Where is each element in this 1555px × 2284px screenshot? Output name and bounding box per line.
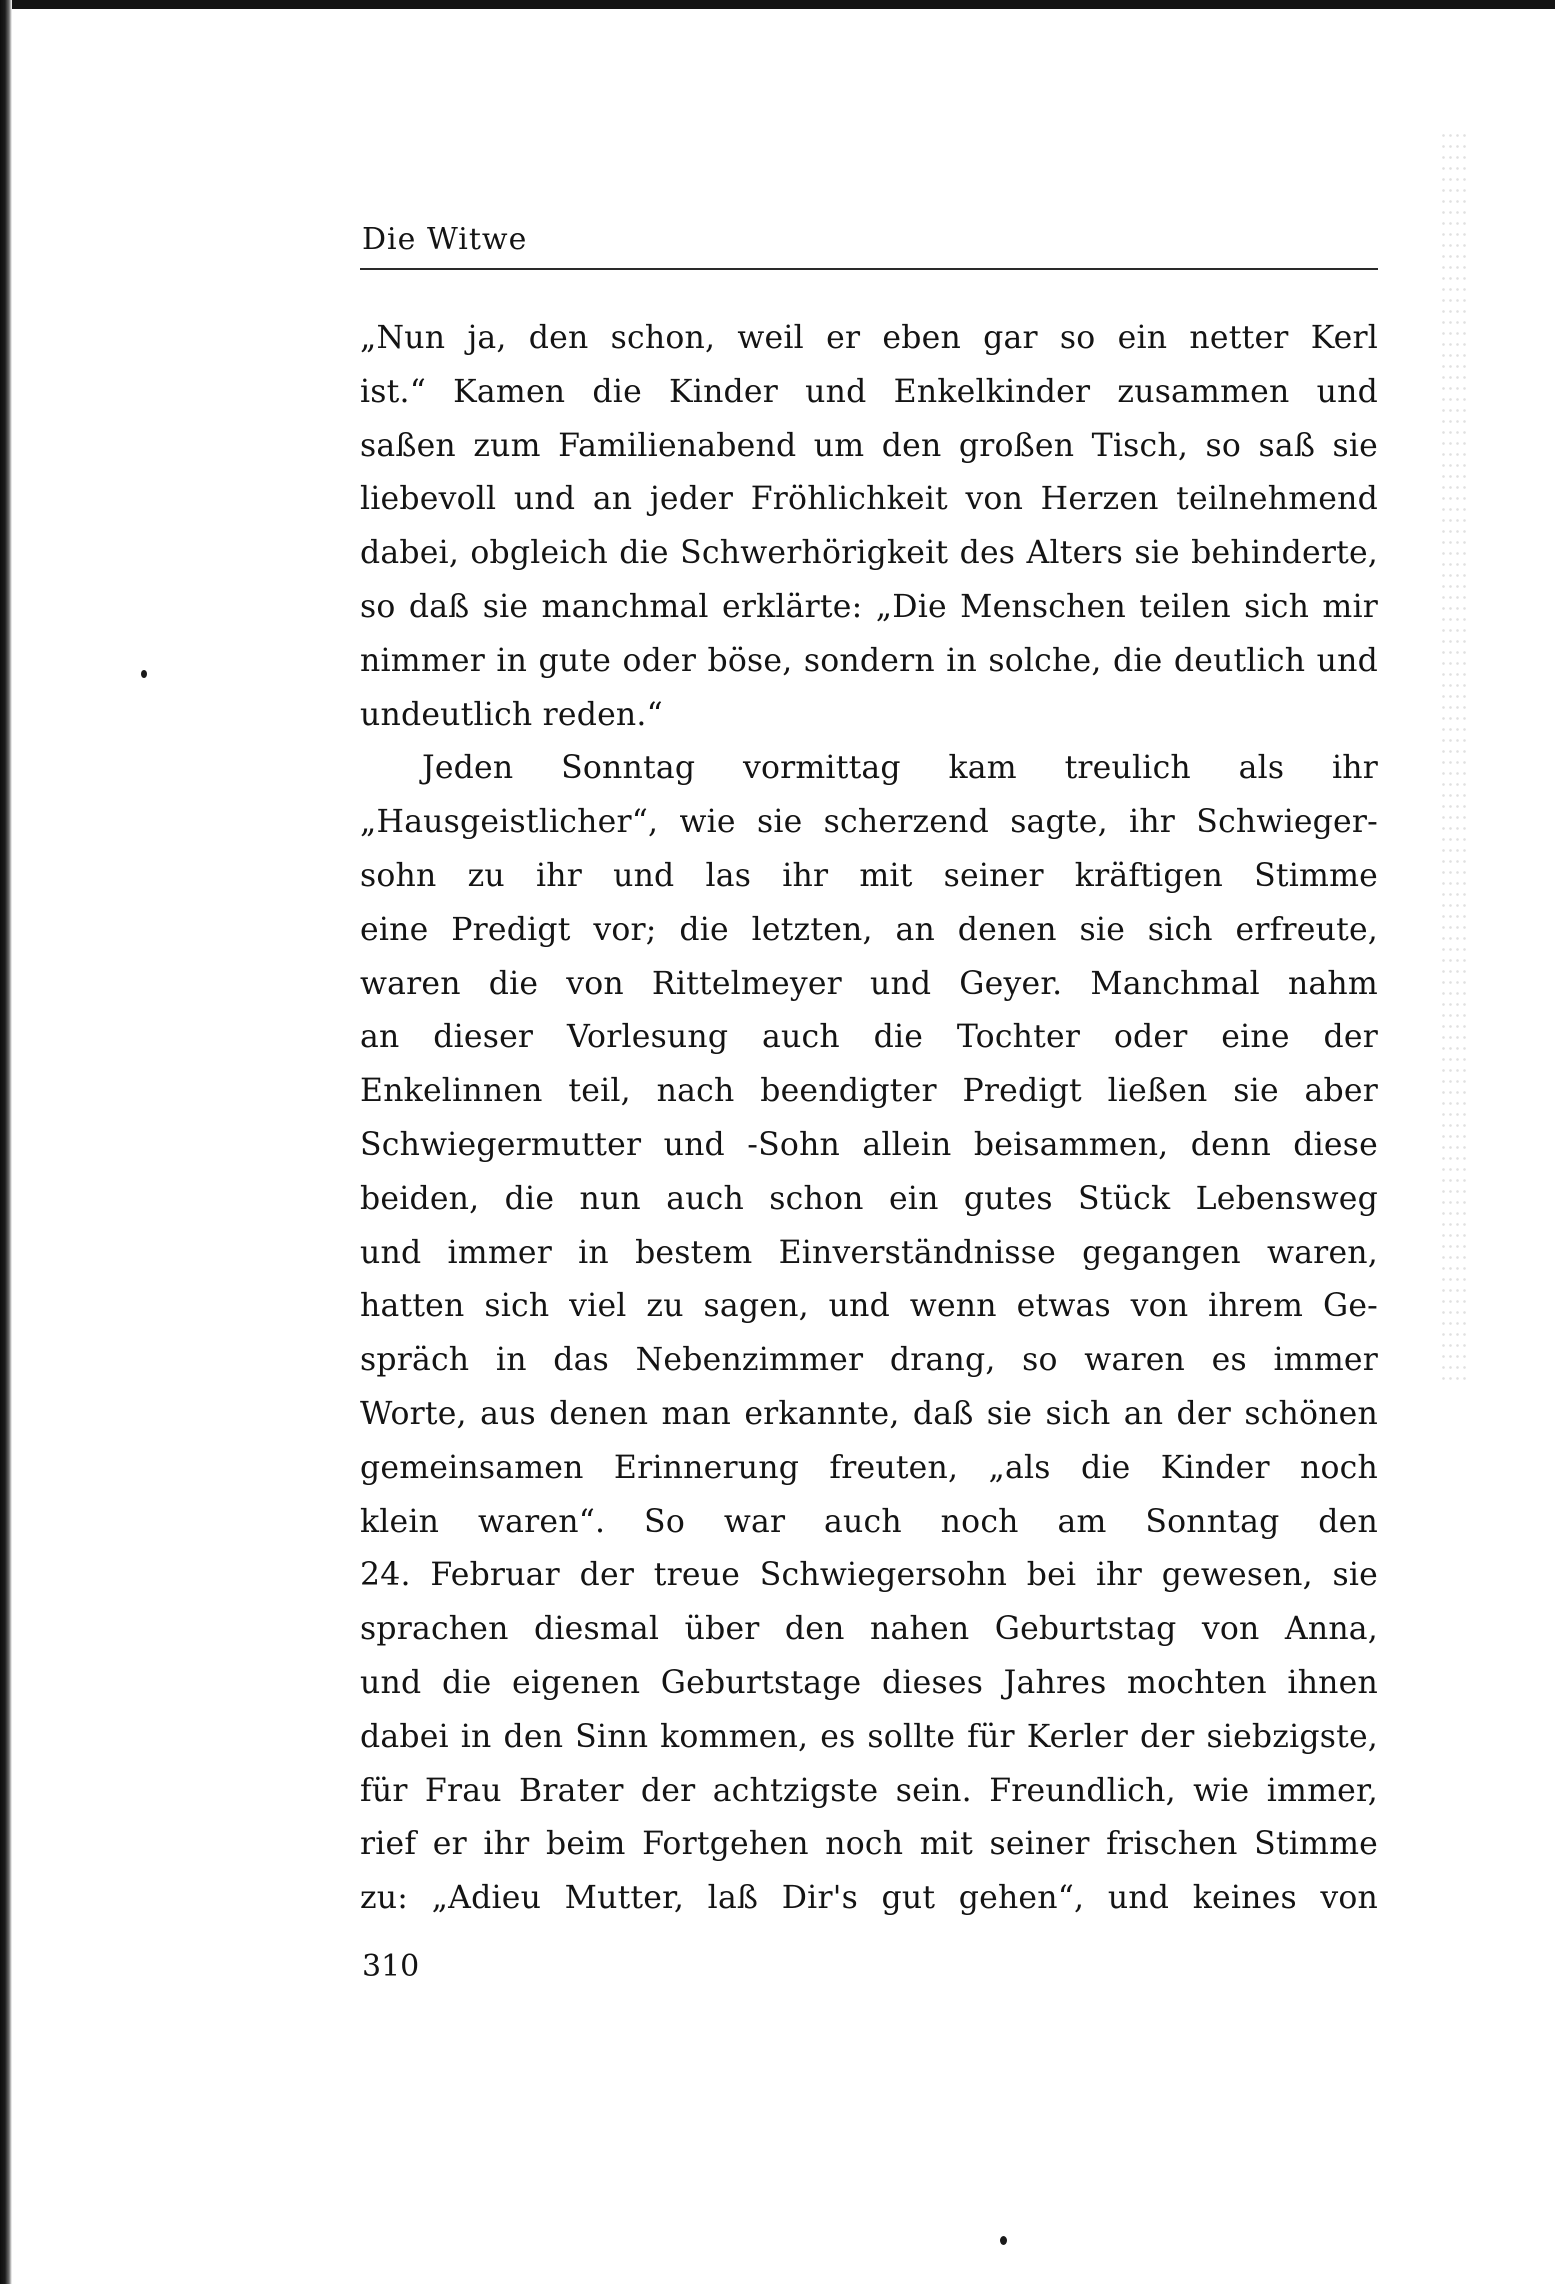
text-line: 24. Februar der treue Schwiegersohn bei ihr gewesen, sie [360,1557,1378,1594]
page-number: 310 [362,1949,420,1984]
header-rule [360,268,1378,270]
text-line: spräch in das Nebenzimmer drang, so waren es immer [360,1342,1378,1379]
text-line: beiden, die nun auch schon ein gutes Stück Lebensweg [360,1180,1378,1217]
text-line: „Hausgeistlicher“, wie sie scherzend sagte, ihr Schwieger- [360,804,1378,841]
text-line: und die eigenen Geburtstage dieses Jahres mochten ihnen [360,1664,1378,1701]
text-line: hatten sich viel zu sagen, und wenn etwas von ihrem Ge- [360,1288,1378,1325]
text-line: sprachen diesmal über den nahen Geburtstag von Anna, [360,1611,1378,1648]
text-line: für Frau Brater der achtzigste sein. Freundlich, wie immer, [360,1772,1378,1809]
text-line: nimmer in gute oder böse, sondern in solche, die deutlich und [360,642,1378,679]
text-line: gemeinsamen Erinnerung freuten, „als die Kinder noch [360,1449,1378,1486]
text-line: undeutlich reden.“ [360,696,663,733]
paper-texture [1440,130,1470,1380]
text-line: waren die von Rittelmeyer und Geyer. Manchmal nahm [360,965,1378,1002]
text-line: saßen zum Familienabend um den großen Tisch, so saß sie [360,427,1378,464]
text-line: eine Predigt vor; die letzten, an denen sie sich erfreute, [360,911,1378,948]
running-head: Die Witwe [362,222,528,257]
text-line: Enkelinnen teil, nach beendigter Predigt ließen sie aber [360,1073,1378,1110]
text-line: ist.“ Kamen die Kinder und Enkelkinder zusammen und [360,373,1378,410]
text-line: Worte, aus denen man erkannte, daß sie sich an der schönen [360,1395,1378,1432]
text-line: dabei in den Sinn kommen, es sollte für Kerler der siebzigste, [360,1718,1378,1755]
text-line: „Nun ja, den schon, weil er eben gar so ein netter Kerl [360,320,1378,356]
binding-edge [0,0,12,2284]
text-line: Jeden Sonntag vormittag kam treulich als ihr [422,750,1378,787]
text-line: an dieser Vorlesung auch die Tochter oder eine der [360,1019,1378,1056]
ink-speck [1000,2236,1007,2245]
text-line: sohn zu ihr und las ihr mit seiner kräftigen Stimme [360,857,1378,894]
text-line: Schwiegermutter und -Sohn allein beisammen, denn diese [360,1126,1378,1163]
top-border [0,0,1555,9]
text-line: so daß sie manchmal erklärte: „Die Menschen teilen sich mir [360,588,1378,625]
text-line: zu: „Adieu Mutter, laß Dir's gut gehen“, und keines von [360,1880,1378,1917]
text-line: klein waren“. So war auch noch am Sonntag den [360,1503,1378,1540]
text-line: liebevoll und an jeder Fröhlichkeit von Herzen teilnehmend [360,481,1378,518]
ink-speck [141,670,147,678]
text-line: rief er ihr beim Fortgehen noch mit seiner frischen Stimme [360,1826,1378,1863]
text-line: und immer in bestem Einverständnisse gegangen waren, [360,1234,1378,1271]
body-text [360,312,1378,1926]
text-line: dabei, obgleich die Schwerhörigkeit des Alters sie behinderte, [360,535,1378,572]
